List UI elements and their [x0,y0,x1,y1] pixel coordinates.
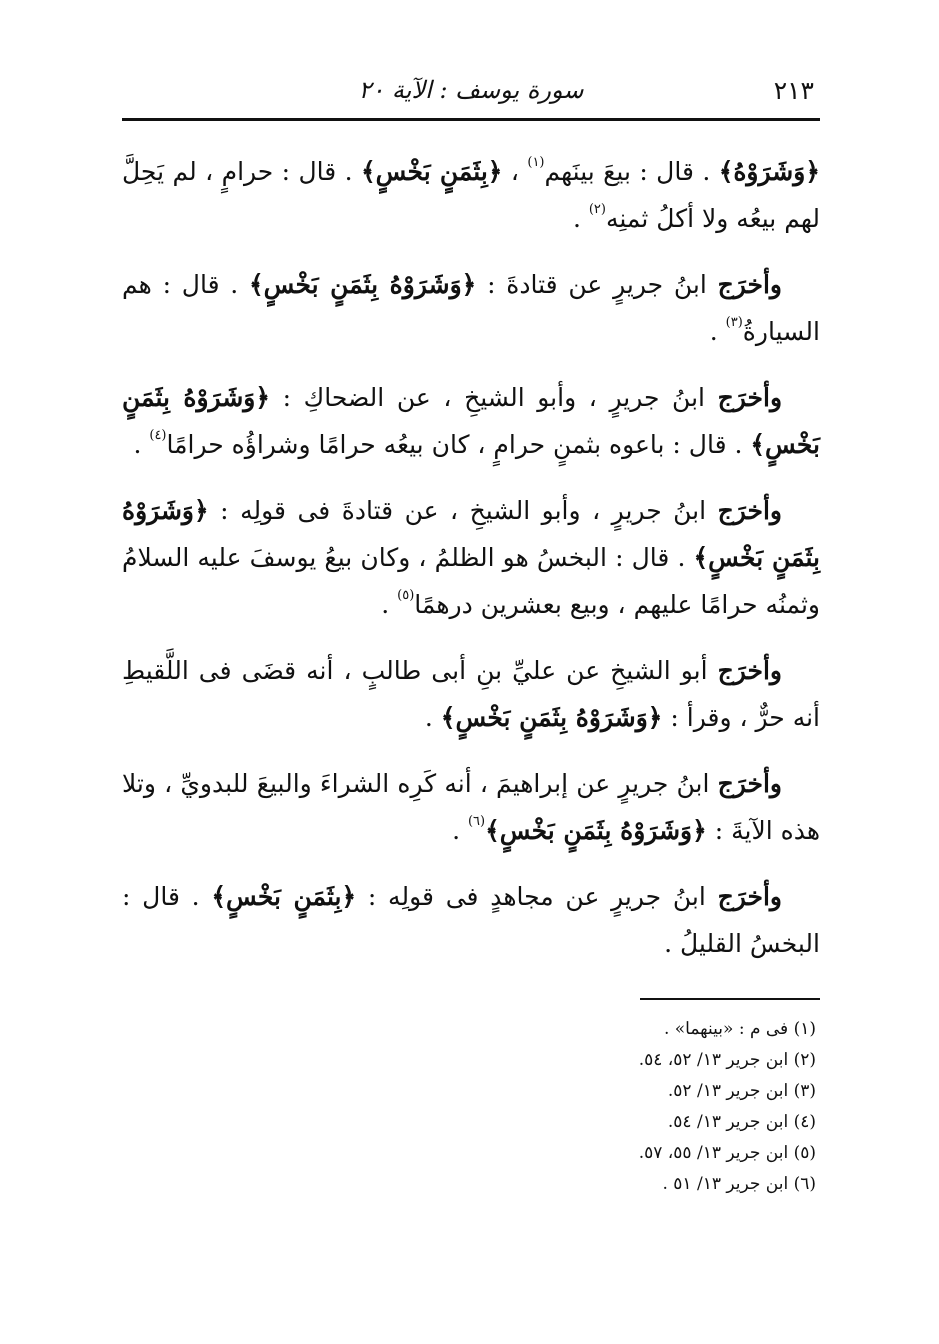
footnote: (١) فى م : «بينهما» . [663,1019,816,1039]
text-run: . [133,430,150,459]
paragraph [122,487,820,628]
paragraph [122,873,820,967]
paragraph [122,148,820,242]
paragraph [122,261,820,355]
text-run: . [452,816,468,845]
quran-quote: ﴿وَشَرَوْهُ بِثَمَنٍ بَخْسٍ﴾ [122,383,820,459]
page-number: ٢١٣ [773,76,814,105]
quran-quote: ﴿وَشَرَوْهُ بِثَمَنٍ بَخْسٍ﴾ [485,816,707,845]
text-run: . [572,204,589,233]
text-run: . [709,317,726,346]
lead-word: وأخرَج [717,882,782,911]
running-title: سورة يوسف : الآية ٢٠ [358,76,584,104]
lead-word: وأخرَج [717,496,782,525]
footnote: (٥) ابن جرير ١٣/ ٥٥، ٥٧. [638,1143,816,1163]
footnote: (٤) ابن جرير ١٣/ ٥٤. [667,1112,816,1132]
footnote-marker: (١) [527,155,545,170]
text-run: ابنُ جريرٍ عن مجاهدٍ فى قولِه : [356,882,718,911]
footnote-marker: (٦) [467,814,486,829]
footnote-marker: (٣) [725,315,743,330]
quran-quote: ﴿وَشَرَوْهُ﴾ [718,157,820,186]
footnote: (٣) ابن جرير ١٣/ ٥٢. [667,1081,816,1101]
quran-quote: ﴿بِثَمَنٍ بَخْسٍ﴾ [361,157,503,186]
text-run: . قال : بيعَ بينَهم [544,157,719,186]
paragraph [122,760,820,854]
text-run: ابنُ جريرٍ ، وأبو الشيخِ ، عن الضحاكِ : [270,383,718,412]
lead-word: وأخرَج [717,769,782,798]
quran-quote: ﴿وَشَرَوْهُ بِثَمَنٍ بَخْسٍ﴾ [440,703,663,732]
lead-word: وأخرَج [717,656,782,685]
text-run: . قال : البخسُ هو الظلمُ ، وكان بيعُ يوسفَ عليه السلامُ وثمنُه حرامًا عليهم ، وبيع بعشرين درهمًا [122,543,820,619]
text-run: . [381,590,398,619]
text-run: . قال : حرامٍ ، لم يَحِلَّ لهم بيعُه ولا أكلُ ثمنِه [122,157,820,233]
footnote-rule [640,998,820,1000]
text-run: أبو الشيخِ عن عليِّ بنِ أبى طالبٍ ، أنه قضَى فى اللَّقيطِ أنه حرٌّ ، وقرأ : [122,656,820,732]
text-run: ابنُ جريرٍ عن قتادةَ : [476,270,718,299]
lead-word: وأخرَج [717,270,782,299]
footnote: (٦) ابن جرير ١٣/ ٥١ . [662,1174,816,1194]
quran-quote: ﴿وَشَرَوْهُ بِثَمَنٍ بَخْسٍ﴾ [122,496,820,572]
footnotes [122,1014,820,1200]
text-run: ابنُ جريرٍ عن إبراهيمَ ، أنه كَرِه الشراءَ والبيعَ للبدويِّ ، وتلا هذه الآيةَ : [122,769,820,845]
text-run: . قال : هم السيارةُ [122,270,820,346]
main-text [122,148,820,986]
footnote-marker: (٥) [397,588,415,603]
text-run: ، [502,157,528,186]
header-rule [122,118,820,121]
footnote: (٢) ابن جرير ١٣/ ٥٢، ٥٤. [638,1050,816,1070]
page-header [122,68,820,112]
text-run: . قال : البخسُ القليلُ . [122,882,820,958]
footnote-marker: (٢) [588,202,606,217]
paragraph [122,374,820,468]
lead-word: وأخرَج [717,383,783,412]
text-run: ابنُ جريرٍ ، وأبو الشيخِ ، عن قتادةَ فى قولِه : [208,496,718,525]
footnote-marker: (٤) [149,428,167,443]
text-run: . قال : باعوه بثمنٍ حرامٍ ، كان بيعُه حرامًا وشراؤُه حرامًا [166,430,751,459]
quran-quote: ﴿بِثَمَنٍ بَخْسٍ﴾ [211,882,357,911]
text-run: . [424,703,441,732]
paragraph [122,647,820,741]
quran-quote: ﴿وَشَرَوْهُ بِثَمَنٍ بَخْسٍ﴾ [249,270,477,299]
